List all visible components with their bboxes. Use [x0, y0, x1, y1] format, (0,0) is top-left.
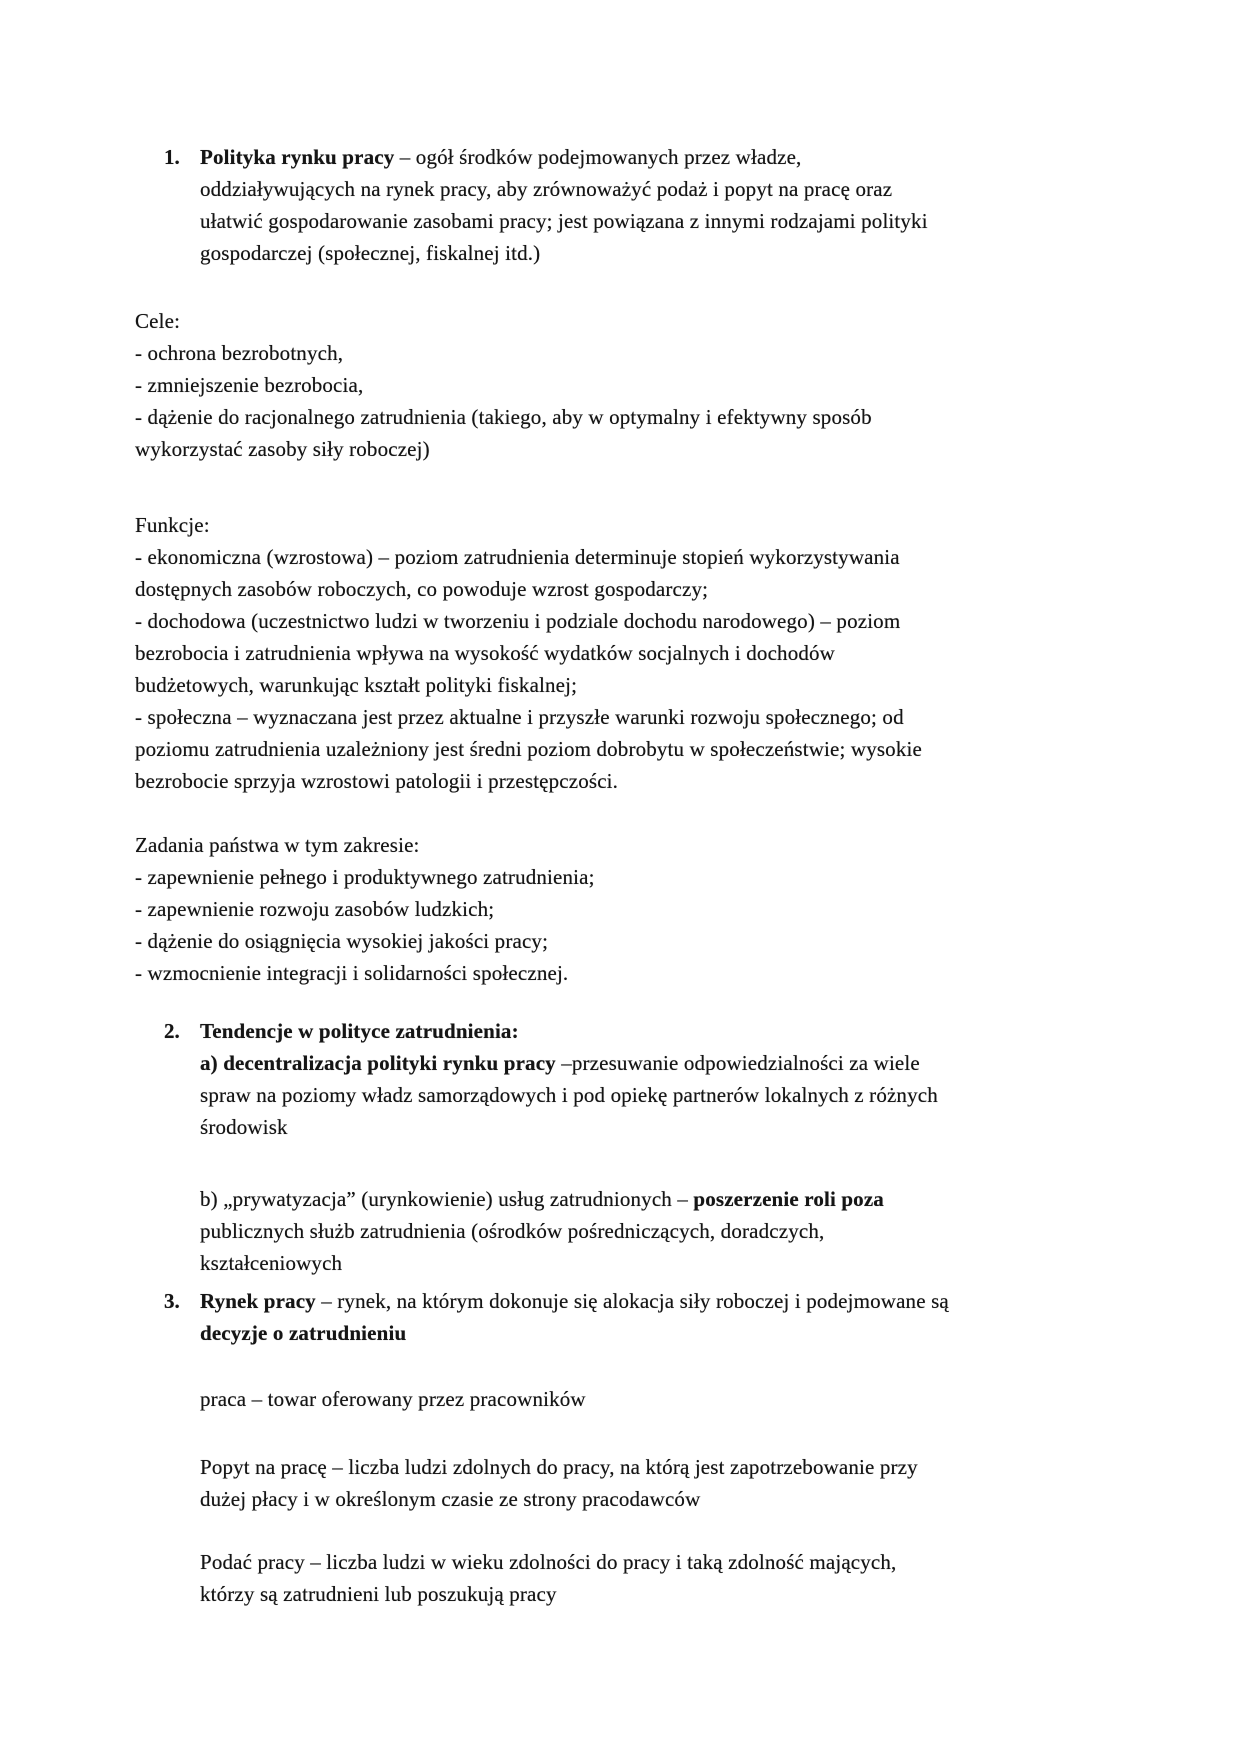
text-line — [135, 765, 1200, 797]
body-text: - wzmocnienie integracji i solidarności społecznej. — [135, 961, 569, 985]
body-text: kształceniowych — [200, 1251, 343, 1275]
section-funkcje — [135, 509, 1200, 797]
text-line — [135, 573, 1200, 605]
text-line — [200, 1079, 1200, 1111]
numbered-item-3 — [164, 1285, 1200, 1610]
body-text: bezrobocie sprzyja wzrostowi patologii i przestępczości. — [135, 769, 619, 793]
body-text: oddziaływujących na rynek pracy, aby zrównoważyć podaż i popyt na pracę oraz — [200, 177, 893, 201]
body-text: środowisk — [200, 1115, 288, 1139]
body-text: - zapewnienie pełnego i produktywnego zatrudnienia; — [135, 865, 595, 889]
text-line — [200, 1111, 1200, 1143]
bold-text: Tendencje w polityce zatrudnienia: — [200, 1019, 519, 1043]
body-text: dostępnych zasobów roboczych, co powoduje wzrost gospodarczy; — [135, 577, 709, 601]
text-line — [135, 957, 1200, 989]
text-line — [135, 401, 1200, 433]
body-text: wykorzystać zasoby siły roboczej) — [135, 437, 430, 461]
body-text: – ogół środków podejmowanych przez władze, — [394, 145, 802, 169]
numbered-item-2 — [164, 1015, 1200, 1279]
text-line — [135, 669, 1200, 701]
body-text: bezrobocia i zatrudnienia wpływa na wysokość wydatków socjalnych i dochodów — [135, 641, 835, 665]
list-number: 2. — [164, 1019, 180, 1043]
text-line — [200, 237, 1200, 269]
text-line — [200, 1183, 1200, 1215]
text-line — [200, 1215, 1200, 1247]
list-number: 3. — [164, 1289, 180, 1313]
text-line — [200, 205, 1200, 237]
text-line — [200, 1317, 1200, 1349]
body-text: - zapewnienie rozwoju zasobów ludzkich; — [135, 897, 495, 921]
bold-text: decyzje o zatrudnieniu — [200, 1321, 407, 1345]
body-text: - ochrona bezrobotnych, — [135, 341, 344, 365]
text-line — [135, 861, 1200, 893]
bold-text: a) decentralizacja polityki rynku pracy — [200, 1051, 556, 1075]
text-line — [200, 173, 1200, 205]
list-number: 1. — [164, 145, 180, 169]
text-line — [135, 829, 1200, 861]
body-text: Cele: — [135, 309, 181, 333]
text-line — [135, 733, 1200, 765]
body-text: gospodarczej (społecznej, fiskalnej itd.) — [200, 241, 541, 265]
document-body — [135, 141, 1200, 1610]
body-text: - dążenie do racjonalnego zatrudnienia (takiego, aby w optymalny i efektywny sposób — [135, 405, 872, 429]
body-text: – rynek, na którym dokonuje się alokacja siły roboczej i podejmowane są — [315, 1289, 949, 1313]
body-text: –przesuwanie odpowiedzialności za wiele — [555, 1051, 920, 1075]
bold-text: Rynek pracy — [200, 1289, 316, 1313]
body-text: publicznych służb zatrudnienia (ośrodków pośredniczących, doradczych, — [200, 1219, 825, 1243]
text-line — [135, 369, 1200, 401]
body-text: budżetowych, warunkując kształt polityki fiskalnej; — [135, 673, 578, 697]
section-zadania — [135, 829, 1200, 989]
bold-text: poszerzenie roli poza — [693, 1187, 884, 1211]
text-line — [200, 1483, 1200, 1515]
text-line — [135, 893, 1200, 925]
body-text: dużej płacy i w określonym czasie ze strony pracodawców — [200, 1487, 701, 1511]
body-text: Popyt na pracę – liczba ludzi zdolnych do pracy, na którą jest zapotrzebowanie przy — [200, 1455, 918, 1479]
body-text: spraw na poziomy władz samorządowych i pod opiekę partnerów lokalnych z różnych — [200, 1083, 938, 1107]
section-cele — [135, 305, 1200, 465]
body-text: - dążenie do osiągnięcia wysokiej jakości pracy; — [135, 929, 549, 953]
body-text: Zadania państwa w tym zakresie: — [135, 833, 420, 857]
text-line — [200, 1546, 1200, 1578]
body-text: Podać pracy – liczba ludzi w wieku zdolności do pracy i taką zdolność mających, — [200, 1550, 897, 1574]
text-line — [200, 1383, 1200, 1415]
text-line — [135, 541, 1200, 573]
text-line — [200, 1451, 1200, 1483]
body-text: praca – towar oferowany przez pracowników — [200, 1387, 586, 1411]
body-text: - ekonomiczna (wzrostowa) – poziom zatrudnienia determinuje stopień wykorzystywania — [135, 545, 900, 569]
body-text: - dochodowa (uczestnictwo ludzi w tworzeniu i podziale dochodu narodowego) – poziom — [135, 609, 901, 633]
body-text: b) „prywatyzacja” (urynkowienie) usług zatrudnionych – — [200, 1187, 694, 1211]
body-text: - społeczna – wyznaczana jest przez aktualne i przyszłe warunki rozwoju społecznego; od — [135, 705, 904, 729]
text-line — [135, 605, 1200, 637]
text-line — [135, 509, 1200, 541]
text-line — [200, 1578, 1200, 1610]
body-text: - zmniejszenie bezrobocia, — [135, 373, 364, 397]
body-text: którzy są zatrudnieni lub poszukują pracy — [200, 1582, 557, 1606]
body-text: ułatwić gospodarowanie zasobami pracy; jest powiązana z innymi rodzajami polityki — [200, 209, 928, 233]
text-line — [200, 1047, 1200, 1079]
text-line — [200, 1247, 1200, 1279]
numbered-item-1 — [164, 141, 1200, 269]
text-line — [135, 337, 1200, 369]
text-line — [135, 701, 1200, 733]
body-text: Funkcje: — [135, 513, 210, 537]
text-line — [135, 637, 1200, 669]
text-line — [200, 141, 1200, 173]
body-text: poziomu zatrudnienia uzależniony jest średni poziom dobrobytu w społeczeństwie; wysokie — [135, 737, 922, 761]
text-line — [135, 433, 1200, 465]
text-line — [135, 305, 1200, 337]
text-line — [200, 1285, 1200, 1317]
text-line — [135, 925, 1200, 957]
text-line — [200, 1015, 1200, 1047]
bold-text: Polityka rynku pracy — [200, 145, 395, 169]
